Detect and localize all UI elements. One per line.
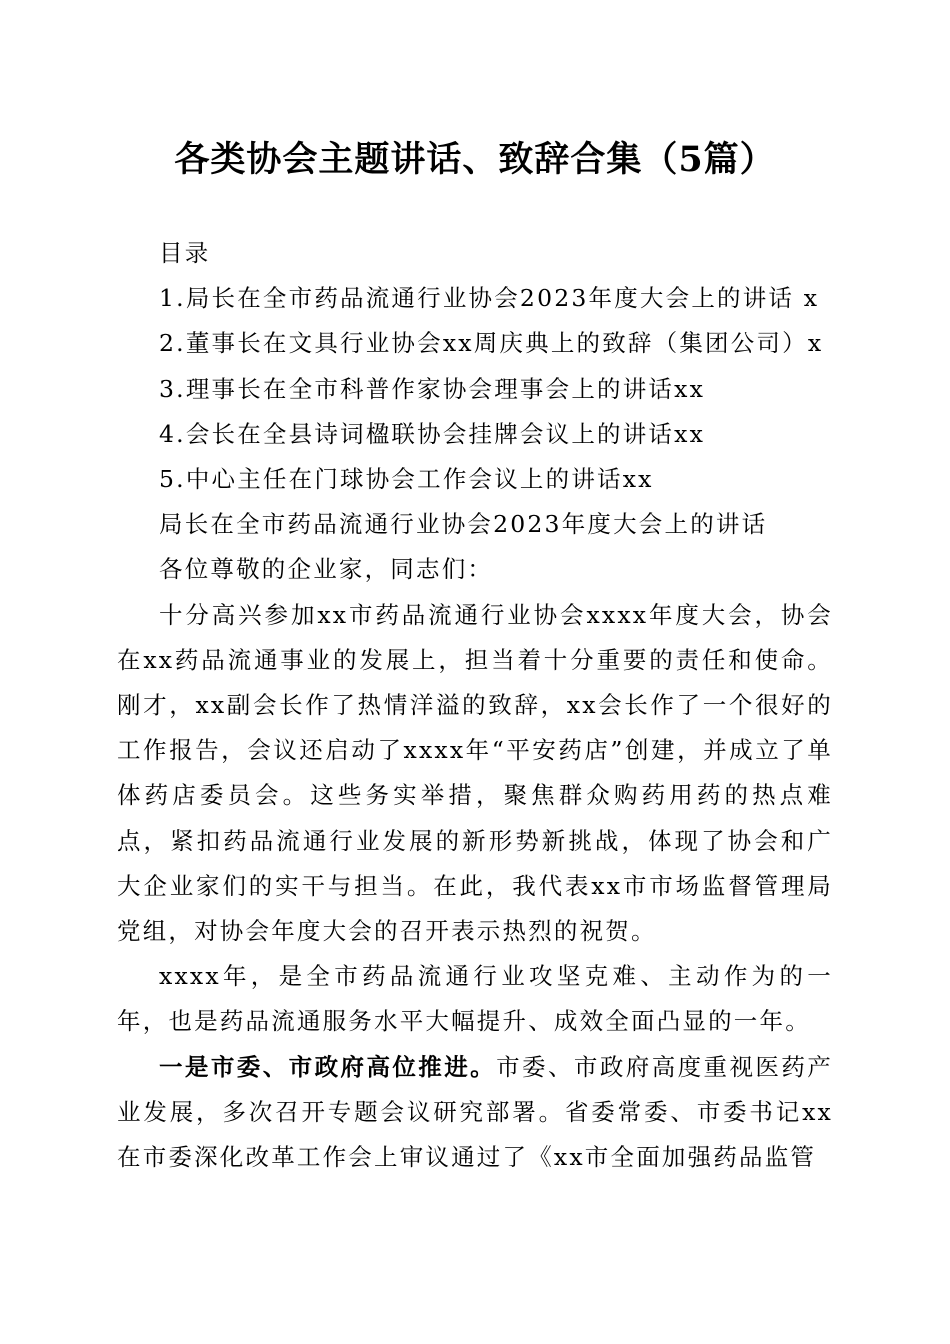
paragraph-2: xxxx年，是全市药品流通行业攻坚克难、主动作为的一年，也是药品流通服务水平大幅提升、成效全面凸显的一年。 (117, 962, 833, 1036)
toc-item-1: 1.局长在全市药品流通行业协会2023年度大会上的讲话 x (159, 284, 820, 313)
paragraph-3 (117, 1045, 833, 1181)
toc-item-5: 5.中心主任在门球协会工作会议上的讲话xx (159, 465, 654, 494)
paragraph-3-lead: 一是市委、市政府高位推进。 (159, 1052, 497, 1081)
paragraph-1: 十分高兴参加xx市药品流通行业协会xxxx年度大会，协会在xx药品流通事业的发展上，担当着十分重要的责任和使命。刚才，xx副会长作了热情洋溢的致辞，xx会长作了一个很好的工作报告，会议还启动了xxxx年“平安药店”创建，并成立了单体药店委员会。这些务实举措，聚焦群众购药用药的热点难点，紧扣药品流通行业发展的新形势新挑战，体现了协会和广大企业家们的实干与担当。在此，我代表xx市市场监督管理局党组，对协会年度大会的召开表示热烈的祝贺。 (117, 600, 833, 946)
speech-title: 局长在全市药品流通行业协会2023年度大会上的讲话 (159, 510, 768, 539)
paragraph-3-text: 市委、市政府高度重视医药产业发展，多次召开专题会议研究部署。省委常委、市委书记xx在市委深化改革工作会上审议通过了《xx市全面加强药品监管 (117, 1052, 833, 1172)
salutation: 各位尊敬的企业家，同志们： (159, 555, 494, 584)
toc-heading: 目录 (159, 239, 211, 267)
toc-item-4: 4.会长在全县诗词楹联协会挂牌会议上的讲话xx (159, 419, 706, 448)
toc-item-2: 2.董事长在文具行业协会xx周庆典上的致辞（集团公司）x (159, 329, 824, 358)
document-title: 各类协会主题讲话、致辞合集（5篇） (174, 139, 776, 180)
toc-item-3: 3.理事长在全市科普作家协会理事会上的讲话xx (159, 374, 706, 403)
document-body (117, 231, 833, 1180)
